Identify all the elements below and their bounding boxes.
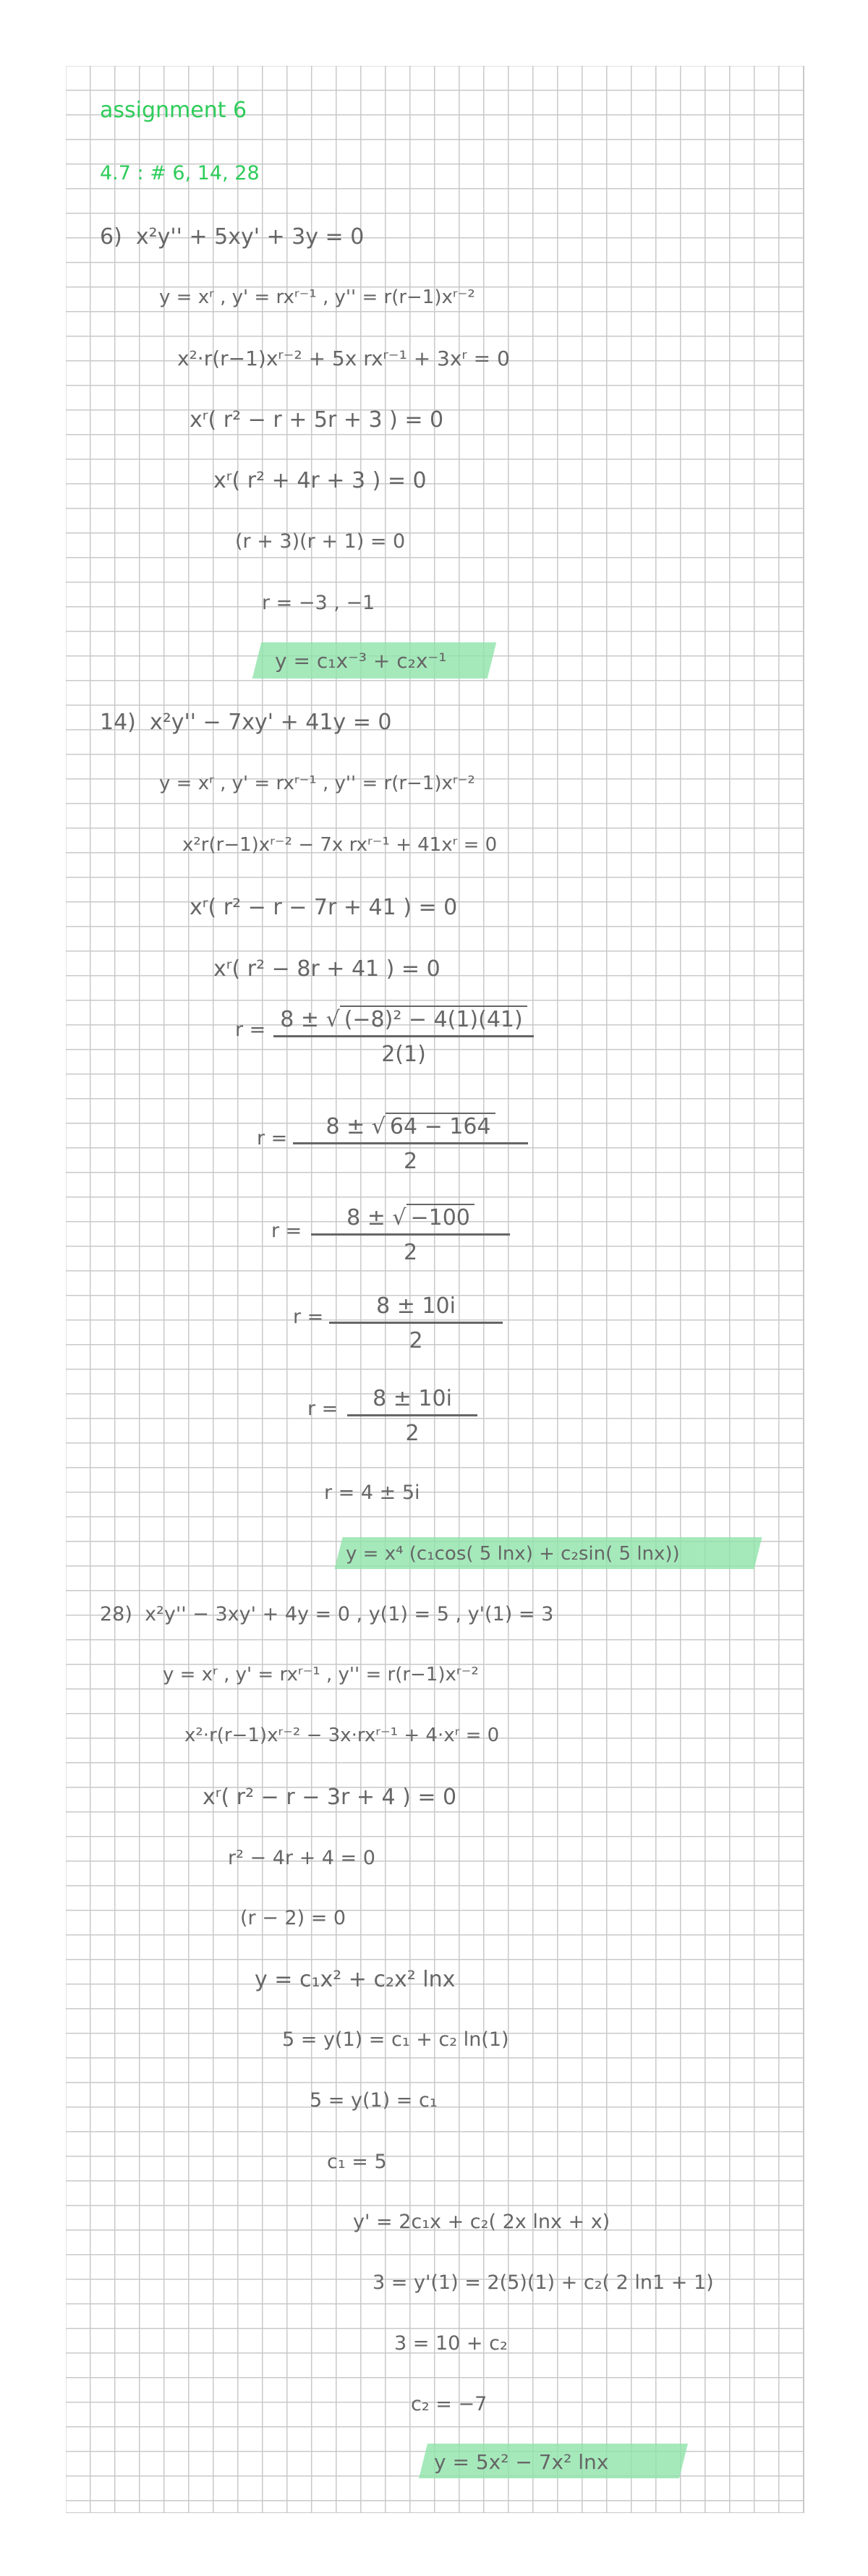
p6-step-5: r = −3 , −1 bbox=[262, 592, 375, 614]
p14-step-2: xʳ( r² − r − 7r + 41 ) = 0 bbox=[190, 895, 458, 920]
p14-label: 14) bbox=[100, 710, 136, 735]
p28-step-12: c₂ = −7 bbox=[411, 2393, 488, 2415]
p14-q2-den: 2 bbox=[403, 1149, 418, 1174]
p14-roots: r = 4 ± 5i bbox=[324, 1482, 420, 1504]
p28-equation bbox=[100, 1604, 553, 1624]
p28-step-10: 3 = y'(1) = 2(5)(1) + c₂( 2 ln1 + 1) bbox=[373, 2271, 714, 2294]
p14-step-3: xʳ( r² − 8r + 41 ) = 0 bbox=[213, 956, 441, 982]
p28-step-11: 3 = 10 + c₂ bbox=[394, 2332, 508, 2355]
graph-paper-sheet bbox=[66, 66, 804, 2513]
p28-step-8: c₁ = 5 bbox=[327, 2151, 387, 2173]
p14-q4-num: 8 ± 10i bbox=[376, 1293, 456, 1319]
p14-q3-fraction: 8 ± √ −100 2 bbox=[311, 1205, 510, 1265]
p28-step-9: y' = 2c₁x + c₂( 2x lnx + x) bbox=[353, 2211, 610, 2233]
p14-q3-num-b: −100 bbox=[407, 1204, 475, 1230]
p14-eq: x²y'' − 7xy' + 41y = 0 bbox=[149, 710, 392, 735]
p6-step-1: x²·r(r−1)xʳ⁻² + 5x rxʳ⁻¹ + 3xʳ = 0 bbox=[177, 347, 510, 370]
p14-q3-den: 2 bbox=[403, 1240, 418, 1265]
assignment-title: assignment 6 bbox=[100, 98, 247, 123]
p28-step-2: xʳ( r² − r − 3r + 4 ) = 0 bbox=[203, 1785, 457, 1810]
p14-q5-num: 8 ± 10i bbox=[373, 1386, 452, 1411]
p14-q1-num-b: (−8)² − 4(1)(41) bbox=[340, 1006, 527, 1032]
p14-q4-den: 2 bbox=[409, 1328, 423, 1353]
p14-answer: y = x⁴ (c₁cos( 5 lnx) + c₂sin( 5 lnx)) bbox=[346, 1543, 680, 1565]
p14-q2-lhs: r = bbox=[257, 1127, 288, 1149]
p28-step-7: 5 = y(1) = c₁ bbox=[310, 2089, 438, 2112]
problem-list: 4.7 : # 6, 14, 28 bbox=[100, 162, 260, 184]
p28-step-4: (r − 2) = 0 bbox=[240, 1907, 346, 1929]
p28-substitution: y = xʳ , y' = rxʳ⁻¹ , y'' = r(r−1)xʳ⁻² bbox=[163, 1664, 479, 1686]
p14-q5-lhs: r = bbox=[307, 1398, 339, 1420]
p6-substitution: y = xʳ , y' = rxʳ⁻¹ , y'' = r(r−1)xʳ⁻² bbox=[159, 286, 475, 308]
p28-eq: x²y'' − 3xy' + 4y = 0 , y(1) = 5 , y'(1) = 3 bbox=[145, 1603, 554, 1625]
p28-answer: y = 5x² − 7x² lnx bbox=[434, 2450, 609, 2474]
p6-step-4: (r + 3)(r + 1) = 0 bbox=[235, 530, 406, 553]
p14-q2-fraction: 8 ± √ 64 − 164 2 bbox=[293, 1114, 528, 1174]
p14-q1-lhs: r = bbox=[235, 1019, 266, 1041]
p14-step-1: x²r(r−1)xʳ⁻² − 7x rxʳ⁻¹ + 41xʳ = 0 bbox=[182, 834, 498, 856]
p14-q3-num-a: 8 ± bbox=[346, 1205, 386, 1230]
p14-q4-fraction bbox=[329, 1293, 503, 1353]
p14-q3-lhs: r = bbox=[271, 1220, 302, 1242]
p14-substitution: y = xʳ , y' = rxʳ⁻¹ , y'' = r(r−1)xʳ⁻² bbox=[159, 773, 475, 794]
p14-q2-num-b: 64 − 164 bbox=[386, 1113, 495, 1139]
p14-q4-lhs: r = bbox=[293, 1306, 324, 1328]
p6-eq: x²y'' + 5xy' + 3y = 0 bbox=[135, 224, 365, 250]
p6-equation bbox=[100, 226, 364, 248]
p14-q5-fraction bbox=[347, 1386, 477, 1446]
p14-q2-num-a: 8 ± bbox=[326, 1114, 365, 1139]
p6-step-2: xʳ( r² − r + 5r + 3 ) = 0 bbox=[190, 407, 444, 433]
p14-q1-fraction: 8 ± √ (−8)² − 4(1)(41) 2(1) bbox=[273, 1007, 534, 1067]
p6-label: 6) bbox=[100, 224, 122, 250]
p28-label: 28) bbox=[100, 1603, 132, 1625]
p6-step-3: xʳ( r² + 4r + 3 ) = 0 bbox=[213, 468, 427, 493]
p28-step-3: r² − 4r + 4 = 0 bbox=[228, 1847, 375, 1869]
p14-q5-den: 2 bbox=[405, 1421, 420, 1446]
p28-step-6: 5 = y(1) = c₁ + c₂ ln(1) bbox=[282, 2028, 509, 2051]
p14-q1-den: 2(1) bbox=[381, 1042, 426, 1067]
p28-step-5: y = c₁x² + c₂x² lnx bbox=[255, 1967, 456, 1992]
p28-step-1: x²·r(r−1)xʳ⁻² − 3x·rxʳ⁻¹ + 4·xʳ = 0 bbox=[184, 1725, 500, 1746]
p14-q1-num-a: 8 ± bbox=[280, 1007, 320, 1032]
p6-answer: y = c₁x⁻³ + c₂x⁻¹ bbox=[275, 649, 447, 673]
p14-equation bbox=[100, 712, 391, 734]
